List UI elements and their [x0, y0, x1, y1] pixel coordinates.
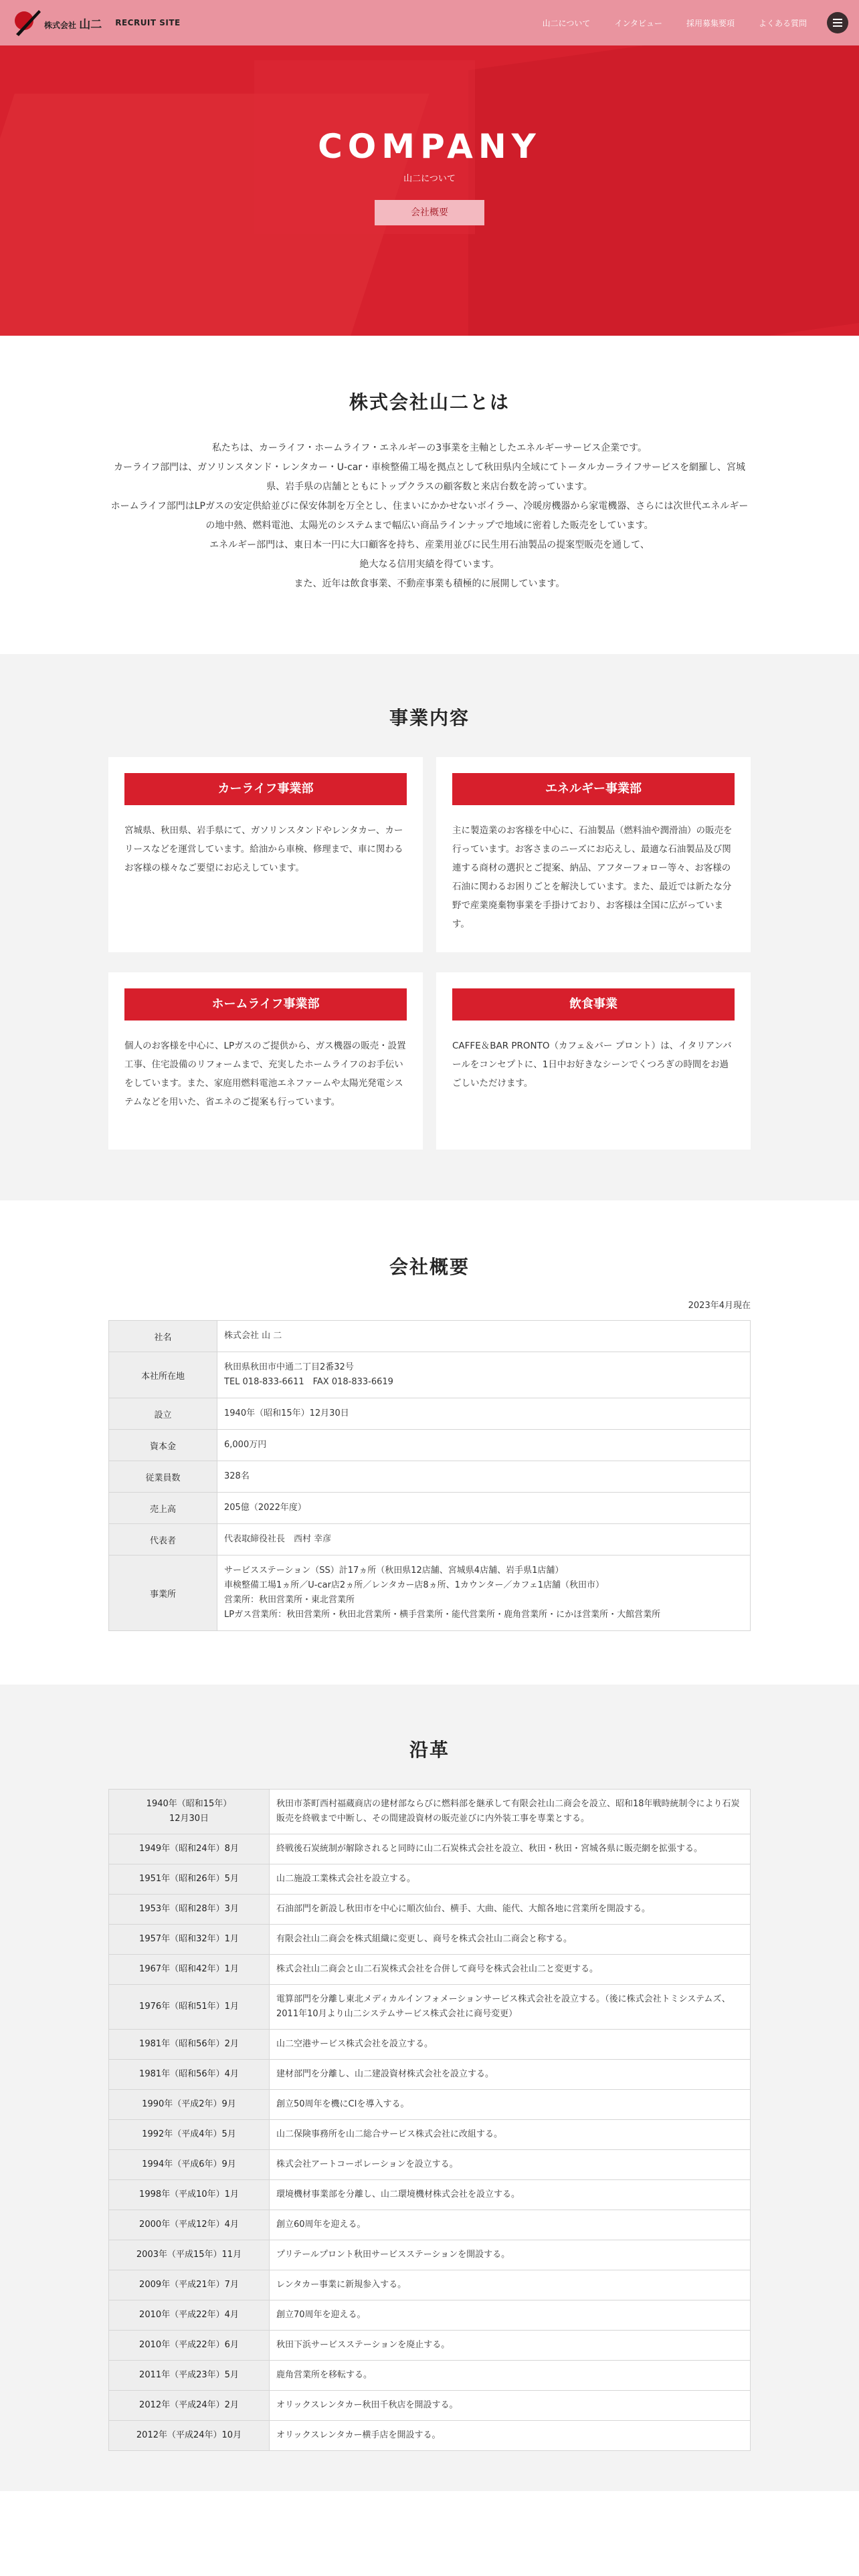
hamburger-menu-icon[interactable]: [827, 12, 848, 33]
history-row: [109, 2030, 751, 2060]
history-date: 2000年（平成12年）4月: [109, 2210, 270, 2240]
business-card-text: 個人のお客様を中心に、LPガスのご提供から、ガス機器の販売・設置工事、住宅設備のリフォームまで、充実したホームライフのお手伝いをしています。また、家庭用燃料電池エネファームや太陽光発電システムなどを用いた、省エネのご提案も行っています。: [124, 1041, 406, 1107]
history-date: 2012年（平成24年）10月: [109, 2421, 270, 2451]
business-card-homelife: [108, 972, 423, 1150]
row-value: 328名: [217, 1461, 751, 1493]
nav-interview[interactable]: インタビュー: [614, 18, 662, 28]
row-label: 代表者: [109, 1524, 217, 1555]
about-section: [0, 336, 859, 654]
business-card-heading: ホームライフ事業部: [124, 988, 407, 1021]
hero-title: COMPANY: [318, 127, 541, 166]
history-row: [109, 2331, 751, 2361]
business-card-text: 宮城県、秋田県、岩手県にて、ガソリンスタンドやレンタカー、カーリースなどを運営しています。給油から車検、修理まで、車に関わるお客様の様々なご要望にお応えしています。: [124, 825, 403, 873]
history-date: 1994年（平成6年）9月: [109, 2150, 270, 2180]
history-date: 1992年（平成4年）5月: [109, 2120, 270, 2150]
history-date: 1957年（昭和32年）1月: [109, 1925, 270, 1955]
history-date: 2011年（平成23年）5月: [109, 2361, 270, 2391]
history-row: [109, 2240, 751, 2270]
history-event: 終戦後石炭統制が解除されると同時に山二石炭株式会社を設立、秋田・秋田・宮城各県に販売網を拡張する。: [270, 1834, 751, 1864]
history-event: 鹿角営業所を移転する。: [270, 2361, 751, 2391]
history-event: 創立50周年を機にCIを導入する。: [270, 2090, 751, 2120]
history-date: 1967年（昭和42年）1月: [109, 1955, 270, 1985]
history-event: 建材部門を分離し、山二建設資材株式会社を設立する。: [270, 2060, 751, 2090]
history-table: [108, 1789, 751, 2451]
about-line: カーライフ部門は、ガソリンスタンド・レンタカー・U-car・車検整備工場を拠点として秋田県内全域にてトータルカーライフサービスを網羅し、宮城県、岩手県の店舗とともにトップクラスの顧客数と来店台数を誇っています。: [113, 462, 746, 492]
row-value: 6,000万円: [217, 1430, 751, 1461]
history-event: 有限会社山二商会を株式組織に変更し、商号を株式会社山二商会と称する。: [270, 1925, 751, 1955]
hero-section: [0, 0, 859, 336]
history-event: 山二施設工業株式会社を設立する。: [270, 1864, 751, 1895]
history-row: [109, 2300, 751, 2331]
about-title: 株式会社山二とは: [349, 391, 510, 413]
history-row: [109, 1985, 751, 2030]
row-value: サービスステーション（SS）計17ヵ所（秋田県12店舗、宮城県4店舗、岩手県1店舗） 車検整備工場1ヵ所／U-car店2ヵ所／レンタカー店8ヵ所、1カウンター／カフェ1店舗（秋田市） 営業所：秋田営業所・東北営業所 LPガス営業所：秋田営業所・秋田北営業所・横手営業所・能代営業所・鹿角営業所・にかほ営業所・大館営業所: [217, 1555, 751, 1631]
about-line: 絶大なる信用実績を得ています。: [359, 559, 500, 570]
company-overview-button[interactable]: 会社概要: [375, 200, 484, 225]
overview-section: [0, 1200, 859, 1685]
history-event: 電算部門を分離し東北メディカルインフォメーションサービス株式会社を設立する。（後に株式会社トミシステムズ、2011年10月より山二システムサービス株式会社に商号変更）: [270, 1985, 751, 2030]
business-card-text: 主に製造業のお客様を中心に、石油製品（燃料油や潤滑油）の販売を行っています。お客さまのニーズにお応えし、最適な石油製品及び関連する商材の選択とご提案、納品、アフターフォロー等々、お客様の石油に関わるお困りごとを解決しています。また、最近では新たな分野で産業廃棄物事業を手掛けており、お客様は全国に広がっています。: [452, 825, 733, 930]
nav-recruitment[interactable]: 採用募集要項: [686, 18, 735, 28]
history-event: 秋田市茶町西村福蔵商店の建材部ならびに燃料部を継承して有限会社山二商会を設立、昭和18年戦時統制令により石炭販売を終戦まで中断し、その間建設資材の販売並びに内外装工事を専業とする。: [270, 1790, 751, 1834]
business-card-text: CAFFE＆BAR PRONTO（カフェ＆バー プロント）は、イタリアンバールをコンセプトに、1日中お好きなシーンでくつろぎの時間をお過ごしいただけます。: [452, 1041, 732, 1089]
table-row: [109, 1493, 751, 1524]
history-row: [109, 1955, 751, 1985]
row-value: 代表取締役社長 西村 幸彦: [217, 1524, 751, 1555]
as-of-date: 2023年4月現在: [688, 1301, 751, 1311]
history-event: 山二空港サービス株式会社を設立する。: [270, 2030, 751, 2060]
logo-mark-icon: [12, 7, 43, 38]
history-row: [109, 2120, 751, 2150]
table-row: [109, 1352, 751, 1398]
row-value: 205億（2022年度）: [217, 1493, 751, 1524]
about-line: また、近年は飲食事業、不動産事業も積極的に展開しています。: [294, 578, 565, 589]
business-card-food: [436, 972, 751, 1150]
history-event: レンタカー事業に新規参入する。: [270, 2270, 751, 2300]
row-label: 事業所: [109, 1555, 217, 1631]
history-date: 1949年（昭和24年）8月: [109, 1834, 270, 1864]
row-label: 売上高: [109, 1493, 217, 1524]
table-row: [109, 1555, 751, 1631]
global-nav: [518, 12, 859, 33]
business-card-carlife: [108, 757, 423, 952]
row-label: 設立: [109, 1398, 217, 1430]
logo-site-label: RECRUIT SITE: [115, 18, 181, 27]
history-date: 2012年（平成24年）2月: [109, 2391, 270, 2421]
history-date: 1940年（昭和15年） 12月30日: [109, 1790, 270, 1834]
row-value: 株式会社 山 二: [217, 1321, 751, 1352]
history-row: [109, 2150, 751, 2180]
history-date: 2009年（平成21年）7月: [109, 2270, 270, 2300]
business-card-energy: [436, 757, 751, 952]
row-label: 本社所在地: [109, 1352, 217, 1398]
history-event: プリテールプロント秋田サービスステーションを開設する。: [270, 2240, 751, 2270]
business-card-heading: エネルギー事業部: [452, 773, 735, 805]
history-row: [109, 1790, 751, 1834]
history-event: 株式会社山二商会と山二石炭株式会社を合併して商号を株式会社山二と変更する。: [270, 1955, 751, 1985]
hero-subtitle: 山二について: [403, 174, 456, 184]
row-value: 1940年（昭和15年）12月30日: [217, 1398, 751, 1430]
history-date: 1951年（昭和26年）5月: [109, 1864, 270, 1895]
site-logo[interactable]: [12, 7, 181, 38]
site-header: [0, 0, 859, 45]
history-row: [109, 2421, 751, 2451]
about-text: [108, 439, 751, 594]
row-value: 秋田県秋田市中通二丁目2番32号 TEL 018-833-6611 FAX 018-833-6619: [217, 1352, 751, 1398]
business-title: 事業内容: [389, 707, 470, 729]
history-row: [109, 1895, 751, 1925]
table-row: [109, 1321, 751, 1352]
history-row: [109, 2270, 751, 2300]
history-date: 2010年（平成22年）4月: [109, 2300, 270, 2331]
table-row: [109, 1461, 751, 1493]
history-row: [109, 1925, 751, 1955]
table-row: [109, 1398, 751, 1430]
history-title: 沿革: [409, 1739, 450, 1761]
history-event: 創立70周年を迎える。: [270, 2300, 751, 2331]
history-date: 2003年（平成15年）11月: [109, 2240, 270, 2270]
history-date: 1953年（昭和28年）3月: [109, 1895, 270, 1925]
row-label: 従業員数: [109, 1461, 217, 1493]
about-line: エネルギー部門は、東日本一円に大口顧客を持ち、産業用並びに民生用石油製品の提案型販売を通して、: [209, 540, 650, 550]
overview-title: 会社概要: [389, 1256, 470, 1278]
nav-about[interactable]: 山二について: [542, 18, 591, 28]
history-row: [109, 2060, 751, 2090]
history-row: [109, 2391, 751, 2421]
nav-faq[interactable]: よくある質問: [758, 18, 807, 28]
business-grid: [108, 757, 751, 1150]
history-row: [109, 2090, 751, 2120]
logo-company-name: 株式会社 山二: [44, 17, 102, 31]
history-event: オリックスレンタカー横手店を開設する。: [270, 2421, 751, 2451]
history-date: 1998年（平成10年）1月: [109, 2180, 270, 2210]
history-event: 秋田下浜サービスステーションを廃止する。: [270, 2331, 751, 2361]
row-label: 社名: [109, 1321, 217, 1352]
history-section: [0, 1685, 859, 2491]
history-row: [109, 2361, 751, 2391]
history-row: [109, 2180, 751, 2210]
overview-table: [108, 1320, 751, 1631]
table-row: [109, 1430, 751, 1461]
history-date: 1981年（昭和56年）2月: [109, 2030, 270, 2060]
history-event: 山二保険事務所を山二総合サービス株式会社に改組する。: [270, 2120, 751, 2150]
history-event: 環境機材事業部を分離し、山二環境機材株式会社を設立する。: [270, 2180, 751, 2210]
history-event: 株式会社アートコーポレーションを設立する。: [270, 2150, 751, 2180]
history-date: 1990年（平成2年）9月: [109, 2090, 270, 2120]
history-date: 2010年（平成22年）6月: [109, 2331, 270, 2361]
history-event: 石油部門を新設し秋田市を中心に順次仙台、横手、大曲、能代、大館各地に営業所を開設する。: [270, 1895, 751, 1925]
business-section: [0, 654, 859, 1200]
about-line: 私たちは、カーライフ・ホームライフ・エネルギーの3事業を主軸としたエネルギーサービス企業です。: [211, 443, 648, 453]
history-row: [109, 2210, 751, 2240]
row-label: 資本金: [109, 1430, 217, 1461]
history-row: [109, 1864, 751, 1895]
history-date: 1976年（昭和51年）1月: [109, 1985, 270, 2030]
table-row: [109, 1524, 751, 1555]
history-event: 創立60周年を迎える。: [270, 2210, 751, 2240]
business-card-heading: 飲食事業: [452, 988, 735, 1021]
about-line: ホームライフ部門はLPガスの安定供給並びに保安体制を万全とし、住まいにかかせないボイラー、冷暖房機器から家電機器、さらには次世代エネルギーの地中熱、燃料電池、太陽光のシステムまで幅広い商品ラインナップで地域に密着した販売をしています。: [110, 501, 749, 531]
history-date: 1981年（昭和56年）4月: [109, 2060, 270, 2090]
history-row: [109, 1834, 751, 1864]
history-event: オリックスレンタカー秋田千秋店を開設する。: [270, 2391, 751, 2421]
business-card-heading: カーライフ事業部: [124, 773, 407, 805]
